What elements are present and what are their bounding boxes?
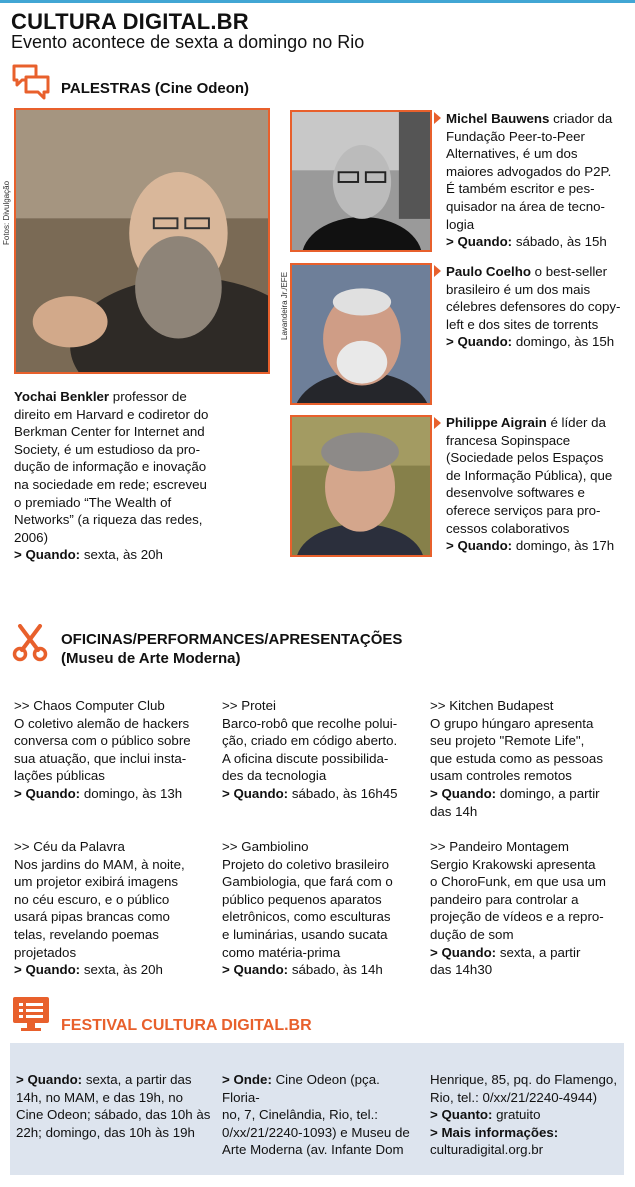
festival-heading: FESTIVAL CULTURA DIGITAL.BR — [61, 1017, 312, 1034]
workshop-item: >> Kitchen Budapest O grupo húngaro apresenta seu projeto "Remote Life", que estuda como as pessoas usam controles remotos > Quando: domingo, a partir das 14h — [430, 698, 603, 819]
workshop-item: >> Gambiolino Projeto do coletivo brasileiro Gambiologia, que fará com o público pequenos aparatos eletrônicos, como esculturas e luminárias, usando sucata como matéria-prima > Quando: sábado, às 14h — [222, 839, 393, 978]
info-when: > Quando: sexta, a partir das 14h, no MAM, e das 19h, no Cine Odeon; sábado, das 10h às 22h; domingo, das 10h às 19h — [16, 1072, 211, 1140]
workshop-item: >> Chaos Computer Club O coletivo alemão de hackers conversa com o público sobre sua atuação, que inclui insta- lações públicas > Quando: domingo, às 13h — [14, 698, 191, 801]
info-where: > Onde: Cine Odeon (pça. Floria- no, 7, Cinelândia, Rio, tel.: 0/xx/21/2240-1093) e Museu de Arte Moderna (av. Infante Dom — [222, 1072, 410, 1158]
when-label: > Quando: — [14, 547, 81, 563]
photo-aigrain — [290, 415, 432, 557]
when-value: sexta, às 20h — [83, 547, 163, 563]
top-rule — [0, 0, 635, 3]
bio-aigrain: Philippe Aigrain é líder da francesa Sopinspace (Sociedade pelos Espaços de Informação Pública), que desenvolve softwares e oferece serviços para pro- cessos colaborativos > Quando: domingo, às 17h — [446, 415, 615, 554]
info-address-price: Henrique, 85, pq. do Flamengo, Rio, tel.: 0/xx/21/2240-4944) > Quanto: gratuito > Mais informações: culturadigital.org.br — [430, 1072, 618, 1158]
workshop-item: >> Protei Barco-robô que recolhe polui- ção, criado em código aberto. A oficina discute possibilida- des da tecnologia > Quando: sábado, às 16h45 — [222, 698, 398, 801]
bio-bauwens: Michel Bauwens criador da Fundação Peer-to-Peer Alternatives, é um dos maiores advogados do P2P. É também escritor e pes- quisador na área de tecno- logia > Quando: sábado, às 15h — [446, 111, 613, 250]
speaker-name: Yochai Benkler — [14, 389, 110, 404]
speech-bubbles-icon — [12, 64, 50, 100]
pointer-marker — [434, 417, 441, 429]
when-label: > Quando: — [446, 538, 513, 554]
workshop-item: >> Pandeiro Montagem Sergio Krakowski apresenta o ChoroFunk, em que usa um pandeiro para controlar a projeção de vídeos e a repro- dução de som > Quando: sexta, a partir das 14h30 — [430, 839, 606, 978]
page-title: CULTURA DIGITAL.BR — [11, 9, 249, 34]
oficinas-heading: OFICINAS/PERFORMANCES/APRESENTAÇÕES (Museu de Arte Moderna) — [61, 631, 403, 667]
palestras-heading: PALESTRAS (Cine Odeon) — [61, 80, 250, 97]
speaker-name: Paulo Coelho — [446, 264, 531, 279]
when-value: domingo, às 17h — [515, 538, 615, 554]
photo-credit-left: Fotos: Divulgação — [2, 180, 11, 245]
scissors-icon — [12, 624, 48, 662]
pointer-marker — [434, 112, 441, 124]
when-label: > Quando: — [446, 334, 513, 350]
speaker-name: Philippe Aigrain — [446, 415, 547, 430]
photo-benkler — [14, 108, 270, 374]
when-label: > Quando: — [446, 234, 513, 250]
pointer-marker — [434, 265, 441, 277]
monitor-list-icon — [12, 996, 50, 1032]
info-link[interactable]: culturadigital.org.br — [430, 1142, 544, 1158]
page-subtitle: Evento acontece de sexta a domingo no Rio — [11, 32, 365, 52]
photo-coelho — [290, 263, 432, 405]
photo-credit-right: Lavandeira Jr./EFE — [280, 271, 289, 340]
bio-coelho: Paulo Coelho o best-seller brasileiro é um dos mais célebres defensores do copy- left e dos sites de torrents > Quando: domingo, às 15h — [446, 264, 621, 350]
photo-bauwens — [290, 110, 432, 252]
speaker-name: Michel Bauwens — [446, 111, 550, 126]
when-value: sábado, às 15h — [515, 234, 607, 250]
workshop-item: >> Céu da Palavra Nos jardins do MAM, à noite, um projetor exibirá imagens no céu escuro, e o público usará pipas brancas como telas, revelando poemas projetados > Quando: sexta, às 20h — [14, 839, 185, 978]
when-value: domingo, às 15h — [515, 334, 615, 350]
bio-benkler: Yochai Benkler professor de direito em Harvard e codiretor do Berkman Center for Internet and Society, é um estudioso da pro- dução de informação e inovação na sociedade em rede; escreveu o premiado “The Wealth of Networks” (a riqueza das redes, 2006) > Quando: sexta, às 20h — [14, 389, 209, 563]
